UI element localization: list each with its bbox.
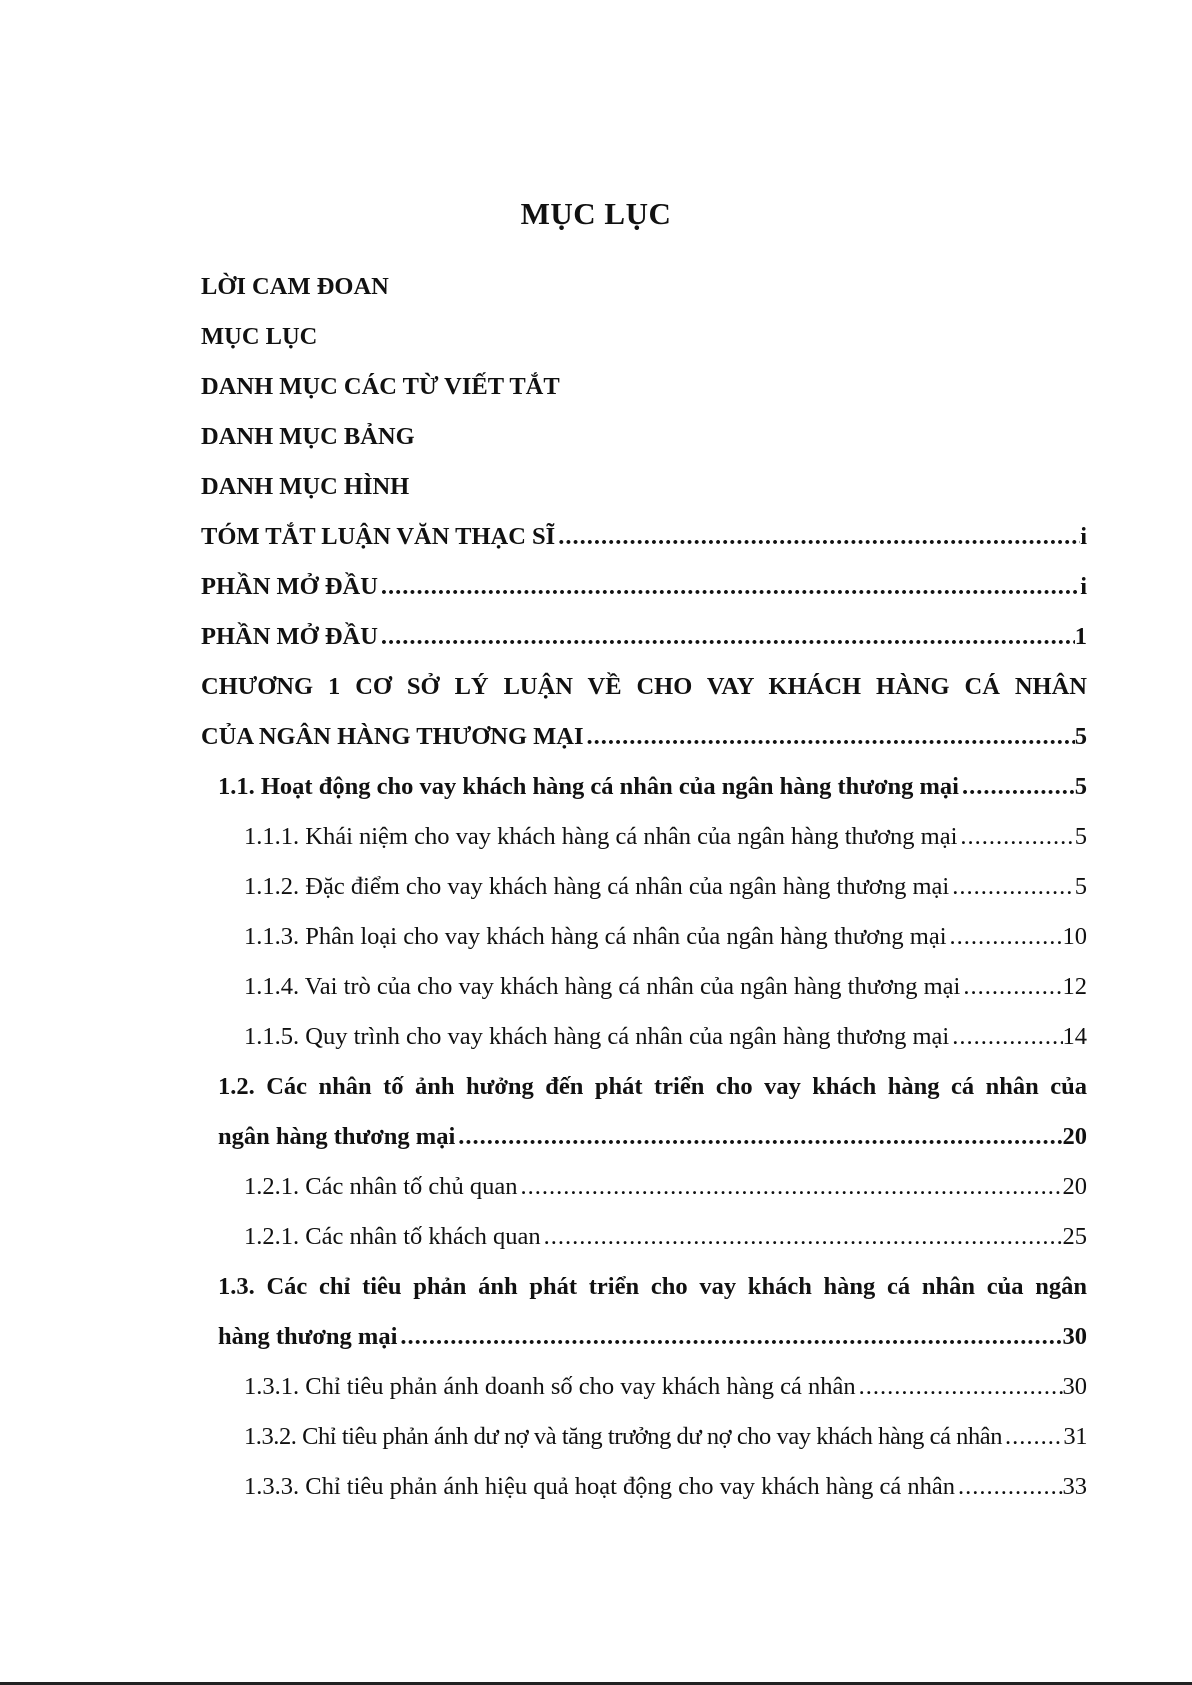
toc-entry-text: 1.3.3. Chỉ tiêu phản ánh hiệu quả hoạt động cho vay khách hàng cá nhân xyxy=(244,1473,955,1500)
toc-page-number: 5 xyxy=(1074,723,1087,750)
toc-page-number: 25 xyxy=(1062,1223,1087,1250)
dot-leader xyxy=(949,1012,1062,1062)
dot-leader xyxy=(378,612,1075,662)
toc-entry-subsection[interactable] xyxy=(244,1162,1087,1212)
dot-leader xyxy=(947,912,1063,962)
toc-page-number: 5 xyxy=(1074,873,1087,900)
toc-entry[interactable] xyxy=(201,412,1087,462)
toc-entry-text: 1.2.1. Các nhân tố khách quan xyxy=(244,1223,541,1250)
dot-leader xyxy=(378,562,1080,612)
toc-page-number: 5 xyxy=(1074,773,1087,800)
toc-entry-text: 1.1.3. Phân loại cho vay khách hàng cá nhân của ngân hàng thương mại xyxy=(244,923,947,950)
toc-entry-text: 1.3.2. Chỉ tiêu phản ánh dư nợ và tăng trưởng dư nợ cho vay khách hàng cá nhân xyxy=(244,1423,1003,1450)
toc-entry[interactable] xyxy=(201,512,1087,562)
toc-page-number: 20 xyxy=(1062,1173,1087,1200)
toc-entry-section[interactable] xyxy=(218,1262,1087,1362)
toc-entry-text-continued: hàng thương mại xyxy=(218,1323,398,1350)
toc-entry-text: TÓM TẮT LUẬN VĂN THẠC SĨ xyxy=(201,523,556,550)
toc-entry-text: 1.1.4. Vai trò của cho vay khách hàng cá nhân của ngân hàng thương mại xyxy=(244,973,961,1000)
toc-entry-text: MỤC LỤC xyxy=(201,323,318,350)
toc-entry-text-continued: CỦA NGÂN HÀNG THƯƠNG MẠI xyxy=(201,723,584,750)
dot-leader xyxy=(397,1312,1062,1362)
dot-leader xyxy=(583,712,1074,762)
toc-entry-subsection[interactable] xyxy=(244,1412,1087,1462)
toc-entry-text: DANH MỤC BẢNG xyxy=(201,423,415,450)
toc-entry[interactable] xyxy=(201,362,1087,412)
toc-entry-subsection[interactable] xyxy=(244,812,1087,862)
toc-entry-subsection[interactable] xyxy=(244,862,1087,912)
dot-leader xyxy=(541,1212,1063,1262)
dot-leader xyxy=(955,1462,1063,1512)
toc-entry-subsection[interactable] xyxy=(244,1362,1087,1412)
toc-entry-text: 1.3.1. Chỉ tiêu phản ánh doanh số cho vay khách hàng cá nhân xyxy=(244,1373,856,1400)
toc-page-number: 12 xyxy=(1062,973,1087,1000)
toc-page-number: 31 xyxy=(1063,1423,1087,1450)
toc-page-number: 5 xyxy=(1074,823,1087,850)
toc-entry-subsection[interactable] xyxy=(244,1462,1087,1512)
toc-page-number: 10 xyxy=(1062,923,1087,950)
toc-entry-text-continued: ngân hàng thương mại xyxy=(218,1123,456,1150)
toc-page-number: i xyxy=(1080,573,1087,600)
toc-page-number: 30 xyxy=(1062,1373,1087,1400)
dot-leader xyxy=(856,1362,1063,1412)
toc-entry-text: 1.3. Các chỉ tiêu phản ánh phát triển cho vay khách hàng cá nhân của ngân xyxy=(218,1273,1087,1300)
table-of-contents xyxy=(201,262,1087,1512)
page-title: MỤC LỤC xyxy=(520,196,672,231)
toc-page-number: 20 xyxy=(1062,1123,1087,1150)
toc-entry-text: 1.1. Hoạt động cho vay khách hàng cá nhân của ngân hàng thương mại xyxy=(218,773,959,800)
toc-page-number: 30 xyxy=(1062,1323,1087,1350)
toc-entry-text: 1.2. Các nhân tố ảnh hưởng đến phát triển cho vay khách hàng cá nhân của xyxy=(218,1073,1087,1100)
toc-entry-text: DANH MỤC CÁC TỪ VIẾT TẮT xyxy=(201,373,560,400)
dot-leader xyxy=(1002,1412,1063,1462)
dot-leader xyxy=(957,812,1074,862)
dot-leader xyxy=(959,762,1075,812)
toc-entry-text: 1.1.1. Khái niệm cho vay khách hàng cá nhân của ngân hàng thương mại xyxy=(244,823,958,850)
toc-entry-text: 1.1.5. Quy trình cho vay khách hàng cá nhân của ngân hàng thương mại xyxy=(244,1023,950,1050)
toc-entry-section[interactable] xyxy=(218,1062,1087,1162)
toc-entry[interactable] xyxy=(201,262,1087,312)
toc-page-number: i xyxy=(1080,523,1087,550)
toc-entry[interactable] xyxy=(201,312,1087,362)
toc-entry-text: CHƯƠNG 1 CƠ SỞ LÝ LUẬN VỀ CHO VAY KHÁCH HÀNG CÁ NHÂN xyxy=(201,673,1087,700)
toc-entry-text: PHẦN MỞ ĐẦU xyxy=(201,573,378,600)
dot-leader xyxy=(960,962,1062,1012)
toc-entry[interactable] xyxy=(201,562,1087,612)
dot-leader xyxy=(455,1112,1062,1162)
toc-entry-text: 1.1.2. Đặc điểm cho vay khách hàng cá nhân của ngân hàng thương mại xyxy=(244,873,950,900)
toc-page-number: 1 xyxy=(1074,623,1087,650)
toc-entry-text: DANH MỤC HÌNH xyxy=(201,473,410,500)
toc-entry-subsection[interactable] xyxy=(244,912,1087,962)
toc-entry[interactable] xyxy=(201,462,1087,512)
toc-page-number: 14 xyxy=(1062,1023,1087,1050)
toc-entry-chapter-1[interactable] xyxy=(201,662,1087,762)
toc-page-number: 33 xyxy=(1062,1473,1087,1500)
toc-entry-text: LỜI CAM ĐOAN xyxy=(201,273,389,300)
toc-entry-text: 1.2.1. Các nhân tố chủ quan xyxy=(244,1173,518,1200)
toc-entry-section[interactable] xyxy=(218,762,1087,812)
dot-leader xyxy=(555,512,1080,562)
toc-entry-subsection[interactable] xyxy=(244,1212,1087,1262)
toc-entry-text: PHẦN MỞ ĐẦU xyxy=(201,623,378,650)
dot-leader xyxy=(949,862,1075,912)
toc-entry-subsection[interactable] xyxy=(244,1012,1087,1062)
toc-entry-subsection[interactable] xyxy=(244,962,1087,1012)
dot-leader xyxy=(518,1162,1063,1212)
toc-entry[interactable] xyxy=(201,612,1087,662)
